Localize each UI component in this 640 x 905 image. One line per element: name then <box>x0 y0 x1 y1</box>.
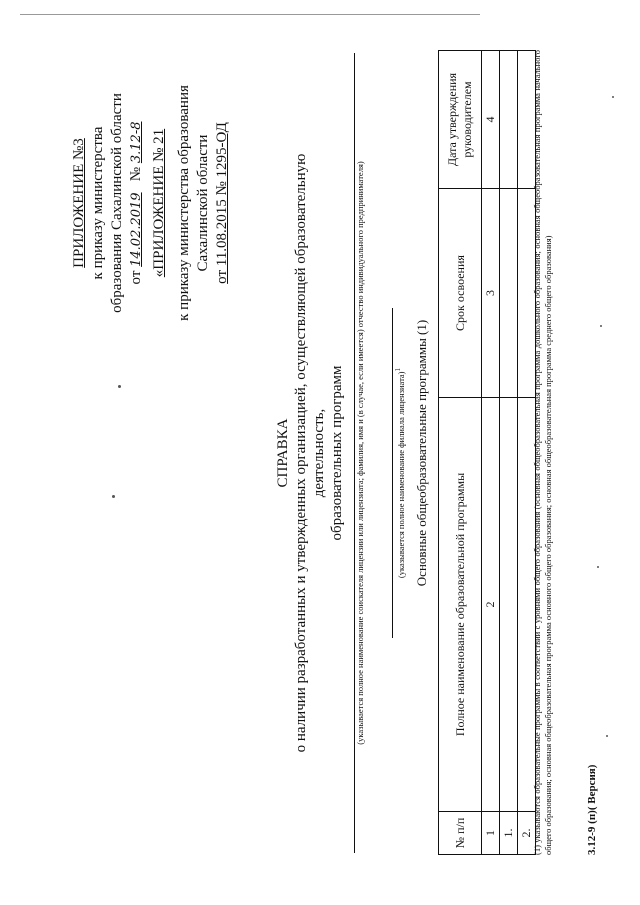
table-index-row: 1 2 3 4 <box>482 51 500 855</box>
appendix-3-number-handwritten: 3.12-8 <box>129 121 144 164</box>
licensee-hint: (указывается полное наименование соискателя лицензии или лицензиата; фамилия, имя и (в случае, если имеется) отчество индивидуального предпринимателя) <box>355 161 365 745</box>
footnote: (1) указываются образовательные программы в соответствии с уровнями общего образования (основная общеобразовательная программа дошкольного образования; основная общеобразовательная программа начального общего образования; основная общеобразовательная программа основного общего образования; основная общеобразовательная программа среднего общего образования) <box>532 50 553 855</box>
appendix-3-line1: к приказу министерства <box>90 126 106 280</box>
rotated-sheet <box>10 13 610 893</box>
appendix-3-date-handwritten: 14.02.2019 <box>129 192 144 267</box>
certificate-title-block <box>274 133 346 773</box>
section-title: Основные общеобразовательные программы (1) <box>414 319 429 587</box>
certificate-title: СПРАВКА <box>275 418 291 488</box>
form-version: 3.12-9 (п)( Версия) <box>586 764 598 855</box>
appendix-3-block <box>70 53 146 353</box>
appendix-21-line1: к приказу министерства образования <box>176 85 192 321</box>
programs-table <box>438 50 536 855</box>
appendix-3-title: ПРИЛОЖЕНИЕ №3 <box>71 138 87 268</box>
table-row: 2. <box>518 51 536 855</box>
appendix-21-line2: Сахалинской области <box>195 134 211 272</box>
header-cell-number: № п/п <box>439 812 482 855</box>
appendix-21-date-line: от 11.08.2015 № 1295-ОД <box>214 122 230 284</box>
branch-field <box>382 308 406 638</box>
appendix-3-line2: образования Сахалинской области <box>109 93 125 313</box>
header-cell-program-name: Полное наименование образовательной программы <box>439 398 482 812</box>
appendix-21-title: «ПРИЛОЖЕНИЕ № 21 <box>151 128 167 278</box>
header-cell-duration: Срок освоения <box>439 189 482 398</box>
appendix-3-date-line: от 14.02.2019 № 3.12-8 <box>128 121 144 285</box>
licensee-field <box>342 53 365 853</box>
table-header-row <box>439 51 482 855</box>
scan-speck <box>612 96 614 98</box>
certificate-subtitle-2: образовательных программ <box>329 365 345 541</box>
table-row: 1. <box>500 51 518 855</box>
appendix-21-block <box>150 53 232 353</box>
branch-hint: (указывается полное наименование филиала лицензиата)$^1$ <box>394 367 406 579</box>
certificate-subtitle-1: о наличии разработанных и утвержденных организацией, осуществляющей образовательную деятельность, <box>293 153 327 753</box>
header-cell-approval-date: Дата утверждения руководителем <box>439 51 482 189</box>
